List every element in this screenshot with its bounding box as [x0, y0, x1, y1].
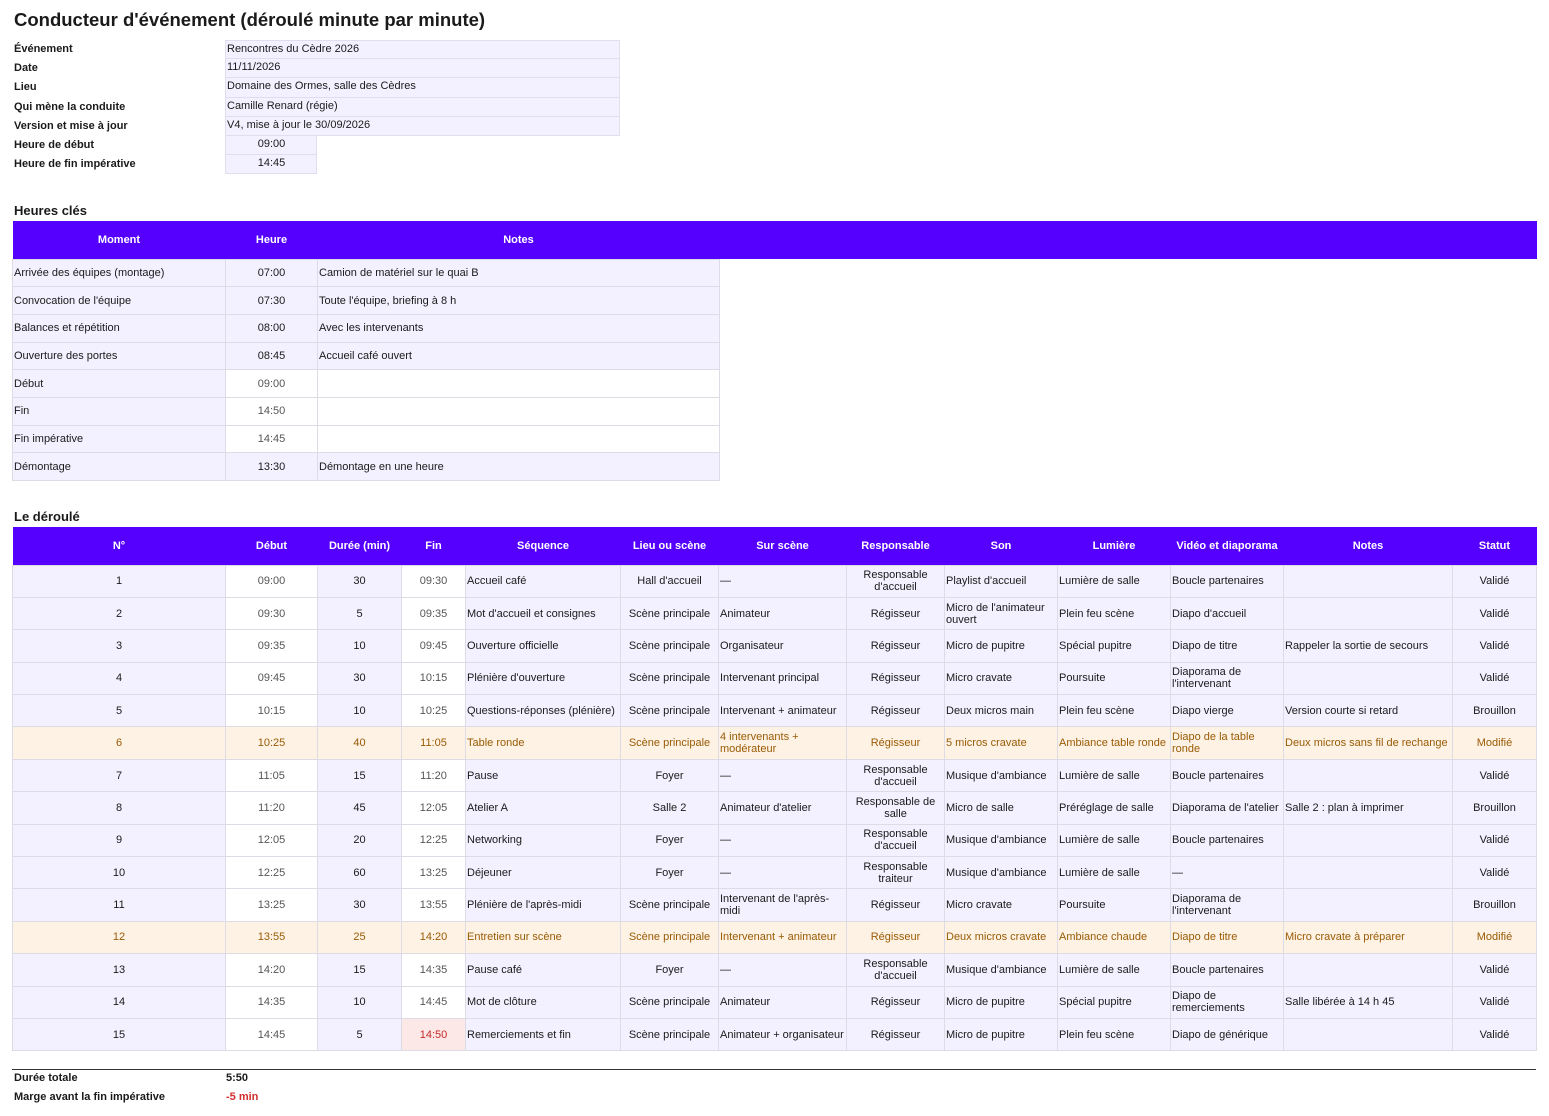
run-row [13, 986, 1537, 1018]
end-time[interactable]: 12:05 [402, 792, 466, 824]
key-notes[interactable]: Accueil café ouvert [318, 342, 720, 370]
start-time[interactable]: 09:00 [226, 565, 318, 597]
margin-value: -5 min [226, 1091, 259, 1103]
duration[interactable]: 20 [318, 824, 402, 856]
start-time[interactable]: 12:05 [226, 824, 318, 856]
owner[interactable]: Régisseur [847, 727, 945, 759]
video[interactable]: Diapo de titre [1171, 630, 1284, 662]
notes[interactable]: Rappeler la sortie de secours [1284, 630, 1453, 662]
owner[interactable]: Responsable d'accueil [847, 759, 945, 791]
row-number[interactable]: 4 [13, 662, 226, 694]
key-notes[interactable]: Toute l'équipe, briefing à 8 h [318, 287, 720, 315]
column-header-notes: Notes [1284, 527, 1453, 565]
sound[interactable]: Micro de l'animateur ouvert [945, 597, 1058, 629]
venue[interactable]: Scène principale [621, 986, 719, 1018]
key-notes[interactable] [318, 397, 720, 425]
meta-value[interactable]: 09:00 [225, 136, 317, 155]
lighting[interactable]: Lumière de salle [1058, 954, 1171, 986]
lighting[interactable]: Plein feu scène [1058, 695, 1171, 727]
video[interactable]: Diaporama de l'atelier [1171, 792, 1284, 824]
sound[interactable]: Deux micros cravate [945, 921, 1058, 953]
owner[interactable]: Régisseur [847, 662, 945, 694]
start-time[interactable]: 11:05 [226, 759, 318, 791]
end-time[interactable]: 14:20 [402, 921, 466, 953]
status[interactable]: Validé [1453, 954, 1537, 986]
column-header-on-stage: Sur scène [719, 527, 847, 565]
sequence[interactable]: Table ronde [466, 727, 621, 759]
lighting[interactable]: Lumière de salle [1058, 857, 1171, 889]
empty-cell [720, 287, 1537, 315]
notes[interactable]: Micro cravate à préparer [1284, 921, 1453, 953]
on-stage[interactable]: Intervenant + animateur [719, 695, 847, 727]
end-time[interactable]: 11:20 [402, 759, 466, 791]
key-notes[interactable]: Camion de matériel sur le quai B [318, 259, 720, 287]
on-stage[interactable]: 4 intervenants + modérateur [719, 727, 847, 759]
on-stage[interactable]: Animateur + organisateur [719, 1018, 847, 1050]
end-time[interactable]: 10:15 [402, 662, 466, 694]
on-stage[interactable]: Animateur d'atelier [719, 792, 847, 824]
status[interactable]: Modifié [1453, 727, 1537, 759]
on-stage[interactable]: Intervenant de l'après-midi [719, 889, 847, 921]
start-time[interactable]: 09:45 [226, 662, 318, 694]
duration[interactable]: 45 [318, 792, 402, 824]
row-number[interactable]: 15 [13, 1018, 226, 1050]
row-number[interactable]: 10 [13, 857, 226, 889]
duration[interactable]: 10 [318, 986, 402, 1018]
sequence[interactable]: Remerciements et fin [466, 1018, 621, 1050]
footer-divider [12, 1069, 1536, 1070]
owner[interactable]: Régisseur [847, 921, 945, 953]
owner[interactable]: Régisseur [847, 597, 945, 629]
row-number[interactable]: 5 [13, 695, 226, 727]
status[interactable]: Brouillon [1453, 695, 1537, 727]
empty-cell [720, 370, 1537, 398]
status[interactable]: Validé [1453, 759, 1537, 791]
sound[interactable]: Musique d'ambiance [945, 954, 1058, 986]
run-row [13, 759, 1537, 791]
on-stage[interactable]: Animateur [719, 597, 847, 629]
key-notes[interactable]: Démontage en une heure [318, 453, 720, 481]
column-header-status: Statut [1453, 527, 1537, 565]
venue[interactable]: Scène principale [621, 630, 719, 662]
key-time[interactable]: 09:00 [226, 370, 318, 398]
duration[interactable]: 30 [318, 889, 402, 921]
lighting[interactable]: Lumière de salle [1058, 824, 1171, 856]
sequence[interactable]: Pause café [466, 954, 621, 986]
start-time[interactable]: 10:15 [226, 695, 318, 727]
venue[interactable]: Foyer [621, 954, 719, 986]
lighting[interactable]: Poursuite [1058, 889, 1171, 921]
start-time[interactable]: 09:35 [226, 630, 318, 662]
on-stage[interactable]: — [719, 565, 847, 597]
on-stage[interactable]: Intervenant + animateur [719, 921, 847, 953]
video[interactable]: Diapo vierge [1171, 695, 1284, 727]
row-number[interactable]: 6 [13, 727, 226, 759]
end-time[interactable]: 11:05 [402, 727, 466, 759]
empty-cell [720, 342, 1537, 370]
sequence[interactable]: Entretien sur scène [466, 921, 621, 953]
sound[interactable]: Micro de pupitre [945, 986, 1058, 1018]
end-time[interactable]: 09:45 [402, 630, 466, 662]
on-stage[interactable]: Intervenant principal [719, 662, 847, 694]
lighting[interactable]: Plein feu scène [1058, 1018, 1171, 1050]
duration[interactable]: 40 [318, 727, 402, 759]
duration[interactable]: 30 [318, 662, 402, 694]
venue[interactable]: Scène principale [621, 695, 719, 727]
venue[interactable]: Scène principale [621, 727, 719, 759]
meta-label: Qui mène la conduite [14, 100, 126, 113]
key-notes[interactable]: Avec les intervenants [318, 314, 720, 342]
meta-label: Version et mise à jour [14, 119, 128, 132]
on-stage[interactable]: — [719, 759, 847, 791]
sequence[interactable]: Ouverture officielle [466, 630, 621, 662]
owner[interactable]: Responsable d'accueil [847, 954, 945, 986]
owner[interactable]: Régisseur [847, 986, 945, 1018]
lighting[interactable]: Lumière de salle [1058, 759, 1171, 791]
on-stage[interactable]: Animateur [719, 986, 847, 1018]
key-time-row [13, 425, 1537, 453]
row-number[interactable]: 13 [13, 954, 226, 986]
status[interactable]: Validé [1453, 565, 1537, 597]
start-time[interactable]: 14:35 [226, 986, 318, 1018]
venue[interactable]: Scène principale [621, 662, 719, 694]
column-header-start: Début [226, 527, 318, 565]
lighting[interactable]: Poursuite [1058, 662, 1171, 694]
key-notes[interactable] [318, 425, 720, 453]
key-time-row [13, 287, 1537, 315]
on-stage[interactable]: — [719, 857, 847, 889]
key-time-row [13, 342, 1537, 370]
run-row [13, 662, 1537, 694]
meta-value[interactable]: Domaine des Ormes, salle des Cèdres [225, 78, 620, 97]
sound[interactable]: Micro de salle [945, 792, 1058, 824]
key-time[interactable]: 08:00 [226, 314, 318, 342]
video[interactable]: Diapo de titre [1171, 921, 1284, 953]
sound[interactable]: Playlist d'accueil [945, 565, 1058, 597]
venue[interactable]: Hall d'accueil [621, 565, 719, 597]
row-number[interactable]: 8 [13, 792, 226, 824]
notes[interactable]: Salle libérée à 14 h 45 [1284, 986, 1453, 1018]
video[interactable]: Diapo de remerciements [1171, 986, 1284, 1018]
venue[interactable]: Scène principale [621, 1018, 719, 1050]
owner[interactable]: Responsable d'accueil [847, 565, 945, 597]
run-row [13, 727, 1537, 759]
column-header: Moment [13, 221, 226, 259]
meta-value[interactable]: V4, mise à jour le 30/09/2026 [225, 117, 620, 136]
start-time[interactable]: 14:45 [226, 1018, 318, 1050]
venue[interactable]: Scène principale [621, 889, 719, 921]
column-header-number: N° [13, 527, 226, 565]
sequence[interactable]: Mot de clôture [466, 986, 621, 1018]
key-notes[interactable] [318, 370, 720, 398]
key-time[interactable]: 07:30 [226, 287, 318, 315]
meta-label: Lieu [14, 81, 37, 94]
run-row [13, 597, 1537, 629]
end-time[interactable]: 13:25 [402, 857, 466, 889]
video[interactable]: Diaporama de l'intervenant [1171, 889, 1284, 921]
start-time[interactable]: 13:55 [226, 921, 318, 953]
notes[interactable] [1284, 889, 1453, 921]
column-header-filler [720, 221, 1537, 259]
notes[interactable] [1284, 597, 1453, 629]
status[interactable]: Validé [1453, 857, 1537, 889]
column-header: Heure [226, 221, 318, 259]
meta-value[interactable]: 14:45 [225, 155, 317, 174]
sound[interactable]: Musique d'ambiance [945, 857, 1058, 889]
key-time[interactable]: 13:30 [226, 453, 318, 481]
total-duration-value: 5:50 [226, 1072, 249, 1084]
status[interactable]: Validé [1453, 662, 1537, 694]
key-time-row [13, 259, 1537, 287]
run-row [13, 792, 1537, 824]
column-header: Notes [318, 221, 720, 259]
key-time[interactable]: 14:45 [226, 425, 318, 453]
run-row [13, 824, 1537, 856]
key-time[interactable]: 14:50 [226, 397, 318, 425]
owner[interactable]: Régisseur [847, 1018, 945, 1050]
owner[interactable]: Responsable traiteur [847, 857, 945, 889]
owner[interactable]: Régisseur [847, 695, 945, 727]
run-row [13, 857, 1537, 889]
venue[interactable]: Foyer [621, 857, 719, 889]
end-time[interactable]: 12:25 [402, 824, 466, 856]
status[interactable]: Validé [1453, 824, 1537, 856]
sound[interactable]: 5 micros cravate [945, 727, 1058, 759]
key-time[interactable]: 07:00 [226, 259, 318, 287]
run-row [13, 630, 1537, 662]
column-header-end: Fin [402, 527, 466, 565]
sequence[interactable]: Déjeuner [466, 857, 621, 889]
notes[interactable] [1284, 759, 1453, 791]
notes[interactable] [1284, 954, 1453, 986]
row-number[interactable]: 2 [13, 597, 226, 629]
row-number[interactable]: 1 [13, 565, 226, 597]
video[interactable]: Boucle partenaires [1171, 565, 1284, 597]
sound[interactable]: Musique d'ambiance [945, 824, 1058, 856]
start-time[interactable]: 11:20 [226, 792, 318, 824]
status[interactable]: Validé [1453, 1018, 1537, 1050]
status[interactable]: Brouillon [1453, 889, 1537, 921]
venue[interactable]: Salle 2 [621, 792, 719, 824]
column-header-sound: Son [945, 527, 1058, 565]
status[interactable]: Validé [1453, 630, 1537, 662]
video[interactable]: Diapo de la table ronde [1171, 727, 1284, 759]
key-times-table [12, 221, 1537, 481]
sound[interactable]: Deux micros main [945, 695, 1058, 727]
column-header-owner: Responsable [847, 527, 945, 565]
meta-value[interactable]: Rencontres du Cèdre 2026 [225, 40, 620, 59]
row-number[interactable]: 3 [13, 630, 226, 662]
sequence[interactable]: Pause [466, 759, 621, 791]
key-time[interactable]: 08:45 [226, 342, 318, 370]
lighting[interactable]: Préréglage de salle [1058, 792, 1171, 824]
page-title: Conducteur d'événement (déroulé minute par minute) [14, 9, 486, 30]
duration[interactable]: 5 [318, 1018, 402, 1050]
run-row [13, 1018, 1537, 1050]
column-header-sequence: Séquence [466, 527, 621, 565]
empty-cell [720, 453, 1537, 481]
lighting[interactable]: Ambiance table ronde [1058, 727, 1171, 759]
owner[interactable]: Responsable de salle [847, 792, 945, 824]
owner[interactable]: Régisseur [847, 889, 945, 921]
empty-cell [720, 425, 1537, 453]
lighting[interactable]: Spécial pupitre [1058, 630, 1171, 662]
row-number[interactable]: 11 [13, 889, 226, 921]
status[interactable]: Validé [1453, 597, 1537, 629]
video[interactable]: Diapo d'accueil [1171, 597, 1284, 629]
notes[interactable]: Salle 2 : plan à imprimer [1284, 792, 1453, 824]
notes[interactable] [1284, 565, 1453, 597]
sequence[interactable]: Accueil café [466, 565, 621, 597]
lighting[interactable]: Plein feu scène [1058, 597, 1171, 629]
end-time[interactable]: 10:25 [402, 695, 466, 727]
sequence[interactable]: Questions-réponses (plénière) [466, 695, 621, 727]
video[interactable]: Boucle partenaires [1171, 759, 1284, 791]
run-of-show-table [12, 527, 1537, 1051]
key-moment[interactable]: Début [13, 370, 226, 398]
sequence[interactable]: Plénière d'ouverture [466, 662, 621, 694]
run-row [13, 954, 1537, 986]
start-time[interactable]: 14:20 [226, 954, 318, 986]
empty-cell [720, 259, 1537, 287]
duration[interactable]: 30 [318, 565, 402, 597]
notes[interactable] [1284, 662, 1453, 694]
sound[interactable]: Micro cravate [945, 662, 1058, 694]
key-moment[interactable]: Arrivée des équipes (montage) [13, 259, 226, 287]
video[interactable]: Diapo de générique [1171, 1018, 1284, 1050]
meta-label: Date [14, 62, 38, 75]
empty-cell [720, 314, 1537, 342]
column-header-video: Vidéo et diaporama [1171, 527, 1284, 565]
row-number[interactable]: 12 [13, 921, 226, 953]
duration[interactable]: 15 [318, 954, 402, 986]
key-time-row [13, 370, 1537, 398]
meta-label: Heure de fin impérative [14, 158, 136, 171]
status[interactable]: Modifié [1453, 921, 1537, 953]
start-time[interactable]: 10:25 [226, 727, 318, 759]
total-duration-label: Durée totale [14, 1072, 78, 1084]
key-moment[interactable]: Balances et répétition [13, 314, 226, 342]
key-moment[interactable]: Démontage [13, 453, 226, 481]
start-time[interactable]: 12:25 [226, 857, 318, 889]
duration[interactable]: 15 [318, 759, 402, 791]
on-stage[interactable]: — [719, 824, 847, 856]
lighting[interactable]: Ambiance chaude [1058, 921, 1171, 953]
status[interactable]: Brouillon [1453, 792, 1537, 824]
duration[interactable]: 5 [318, 597, 402, 629]
column-header-duration: Durée (min) [318, 527, 402, 565]
key-moment[interactable]: Ouverture des portes [13, 342, 226, 370]
sequence[interactable]: Mot d'accueil et consignes [466, 597, 621, 629]
notes[interactable] [1284, 857, 1453, 889]
start-time[interactable]: 09:30 [226, 597, 318, 629]
end-time[interactable]: 09:30 [402, 565, 466, 597]
video[interactable]: Diaporama de l'intervenant [1171, 662, 1284, 694]
column-header-lighting: Lumière [1058, 527, 1171, 565]
run-row [13, 695, 1537, 727]
video[interactable]: Boucle partenaires [1171, 954, 1284, 986]
sequence[interactable]: Atelier A [466, 792, 621, 824]
on-stage[interactable]: — [719, 954, 847, 986]
duration[interactable]: 10 [318, 695, 402, 727]
section-title-run: Le déroulé [14, 509, 80, 524]
key-time-row [13, 397, 1537, 425]
run-row [13, 565, 1537, 597]
meta-label: Événement [14, 43, 73, 55]
column-header-venue: Lieu ou scène [621, 527, 719, 565]
sound[interactable]: Musique d'ambiance [945, 759, 1058, 791]
end-time[interactable]: 14:45 [402, 986, 466, 1018]
margin-label: Marge avant la fin impérative [14, 1091, 165, 1103]
start-time[interactable]: 13:25 [226, 889, 318, 921]
owner[interactable]: Régisseur [847, 630, 945, 662]
duration[interactable]: 10 [318, 630, 402, 662]
notes[interactable] [1284, 824, 1453, 856]
end-time[interactable]: 14:35 [402, 954, 466, 986]
duration[interactable]: 60 [318, 857, 402, 889]
meta-value[interactable]: 11/11/2026 [225, 59, 620, 78]
meta-value[interactable]: Camille Renard (régie) [225, 98, 620, 117]
owner[interactable]: Responsable d'accueil [847, 824, 945, 856]
end-time[interactable]: 09:35 [402, 597, 466, 629]
key-moment[interactable]: Fin [13, 397, 226, 425]
video[interactable]: — [1171, 857, 1284, 889]
notes[interactable]: Deux micros sans fil de rechange [1284, 727, 1453, 759]
key-moment[interactable]: Fin impérative [13, 425, 226, 453]
sound[interactable]: Micro de pupitre [945, 1018, 1058, 1050]
venue[interactable]: Scène principale [621, 921, 719, 953]
on-stage[interactable]: Organisateur [719, 630, 847, 662]
run-row [13, 889, 1537, 921]
sound[interactable]: Micro cravate [945, 889, 1058, 921]
venue[interactable]: Foyer [621, 824, 719, 856]
end-time[interactable]: 14:50 [402, 1018, 466, 1050]
duration[interactable]: 25 [318, 921, 402, 953]
empty-cell [720, 397, 1537, 425]
venue[interactable]: Scène principale [621, 597, 719, 629]
section-title-key-times: Heures clés [14, 203, 87, 218]
run-row [13, 921, 1537, 953]
meta-label: Heure de début [14, 138, 95, 151]
row-number[interactable]: 7 [13, 759, 226, 791]
end-time[interactable]: 13:55 [402, 889, 466, 921]
venue[interactable]: Foyer [621, 759, 719, 791]
key-moment[interactable]: Convocation de l'équipe [13, 287, 226, 315]
sequence[interactable]: Networking [466, 824, 621, 856]
lighting[interactable]: Lumière de salle [1058, 565, 1171, 597]
lighting[interactable]: Spécial pupitre [1058, 986, 1171, 1018]
row-number[interactable]: 14 [13, 986, 226, 1018]
notes[interactable] [1284, 1018, 1453, 1050]
row-number[interactable]: 9 [13, 824, 226, 856]
sequence[interactable]: Plénière de l'après-midi [466, 889, 621, 921]
key-time-row [13, 314, 1537, 342]
status[interactable]: Validé [1453, 986, 1537, 1018]
video[interactable]: Boucle partenaires [1171, 824, 1284, 856]
notes[interactable]: Version courte si retard [1284, 695, 1453, 727]
key-time-row [13, 453, 1537, 481]
sound[interactable]: Micro de pupitre [945, 630, 1058, 662]
